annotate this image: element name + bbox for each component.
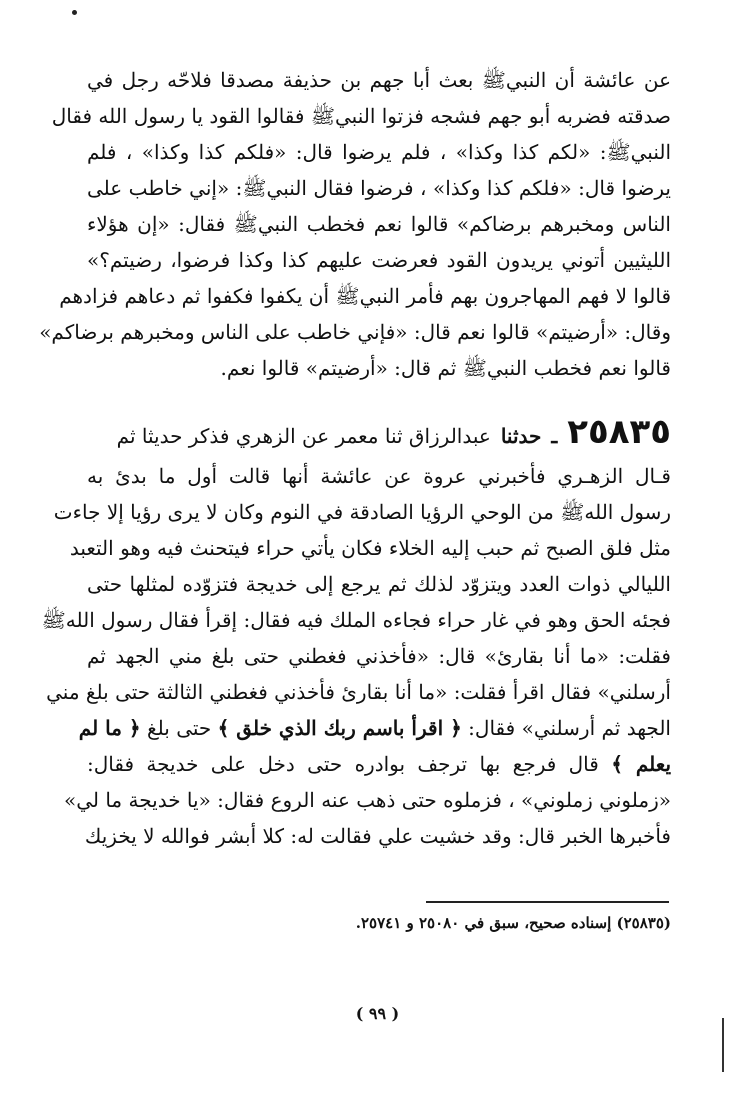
quran-verse: ﴿ اقرأ باسم ربك الذي خلق ﴾	[217, 716, 462, 740]
text-line: الليثيين أتوني يريدون القود فعرضت عليهم كذا وكذا فرضوا، رضيتم؟»	[87, 248, 671, 272]
quran-verse-start: ﴿ ما لم	[78, 716, 141, 740]
text-line: مثل فلق الصبح ثم حبب إليه الخلاء فكان يأتي حراء فيتحنث فيه وهو التعبد	[69, 536, 671, 560]
line-segment: حتى بلغ	[140, 716, 218, 740]
text-line: وقال: «أرضيتم» قالوا نعم قال: «فإني خاطب على الناس ومخبرهم برضاكم»	[39, 320, 671, 344]
text-line: قالوا لا فهم المهاجرون بهم فأمر النبيﷺ أن يكفوا فكفوا ثم دعاهم فزادهم	[59, 284, 671, 308]
line-segment: الجهد ثم أرسلني» فقال:	[461, 716, 671, 740]
text-line: النبيﷺ: «لكم كذا وكذا» ، فلم يرضوا قال: «فلكم كذا وكذا» ، فلم	[87, 140, 671, 164]
text-line: أرسلني» فقال اقرأ فقلت: «ما أنا بقارئ فأخذني فغطني الثالثة حتى بلغ مني	[46, 680, 671, 704]
page-number: ( ٩٩ )	[355, 1004, 400, 1023]
text-line: عن عائشة أن النبيﷺ بعث أبا جهم بن حذيفة مصدقا فلاحّه رجل في	[87, 68, 671, 92]
text-line: فقلت: «ما أنا بقارئ» قال: «فأخذني فغطني حتى بلغ مني الجهد ثم	[87, 644, 671, 668]
text-line: قالوا نعم فخطب النبيﷺ ثم قال: «أرضيتم» قالوا نعم.	[220, 356, 671, 380]
text-line: فأخبرها الخبر قال: وقد خشيت علي فقالت له: كلا أبشر فوالله لا يخزيك	[84, 824, 671, 848]
text-line: فجئه الحق وهو في غار حراء فجاءه الملك فيه فقال: إقرأ فقال رسول اللهﷺ	[41, 608, 671, 632]
hadith-dash: ـ	[551, 424, 558, 448]
quran-verse-end: يعلم ﴾	[611, 752, 672, 776]
footnote: (٢٥٨٣٥) إسناده صحيح، سبق في ٢٥٠٨٠ و ٢٥٧٤١.	[355, 914, 671, 932]
text-line: قـال الزهـري فأخبرني عروة عن عائشة أنها قالت أول ما بدئ به	[87, 464, 671, 488]
text-line-verse-end	[87, 746, 671, 782]
text-line-verse	[78, 710, 671, 746]
text-line: «زملوني زملوني» ، فزملوه حتى ذهب عنه الروع فقال: «يا خديجة ما لي»	[63, 788, 671, 812]
hadith-label: حدثنا	[500, 424, 542, 448]
text-line: رسول اللهﷺ من الوحي الرؤيا الصادقة في النوم وكان لا يرى رؤيا إلا جاءت	[53, 500, 671, 524]
hadith-heading	[117, 408, 671, 456]
scan-speck	[72, 10, 77, 15]
text-line: الناس ومخبرهم برضاكم» قالوا نعم فخطب النبيﷺ فقال: «إن هؤلاء	[87, 212, 671, 236]
footnote-divider	[426, 901, 669, 903]
line-segment: قال فرجع بها ترجف بوادره حتى دخل على خديجة فقال:	[87, 752, 612, 776]
text-line: يرضوا قال: «فلكم كذا وكذا» ، فرضوا فقال النبيﷺ: «إني خاطب على	[87, 176, 671, 200]
text-line: الليالي ذوات العدد ويتزوّد لذلك ثم يرجع إلى خديجة فتزوّده لمثلها حتى	[87, 572, 671, 596]
scan-edge-mark	[722, 1018, 724, 1072]
hadith-number: ٢٥٨٣٥	[567, 412, 671, 452]
hadith-chain: عبدالرزاق ثنا معمر عن الزهري فذكر حديثا ثم	[116, 424, 491, 448]
text-line: صدقته فضربه أبو جهم فشجه فزتوا النبيﷺ فقالوا القود يا رسول الله فقال	[51, 104, 671, 128]
